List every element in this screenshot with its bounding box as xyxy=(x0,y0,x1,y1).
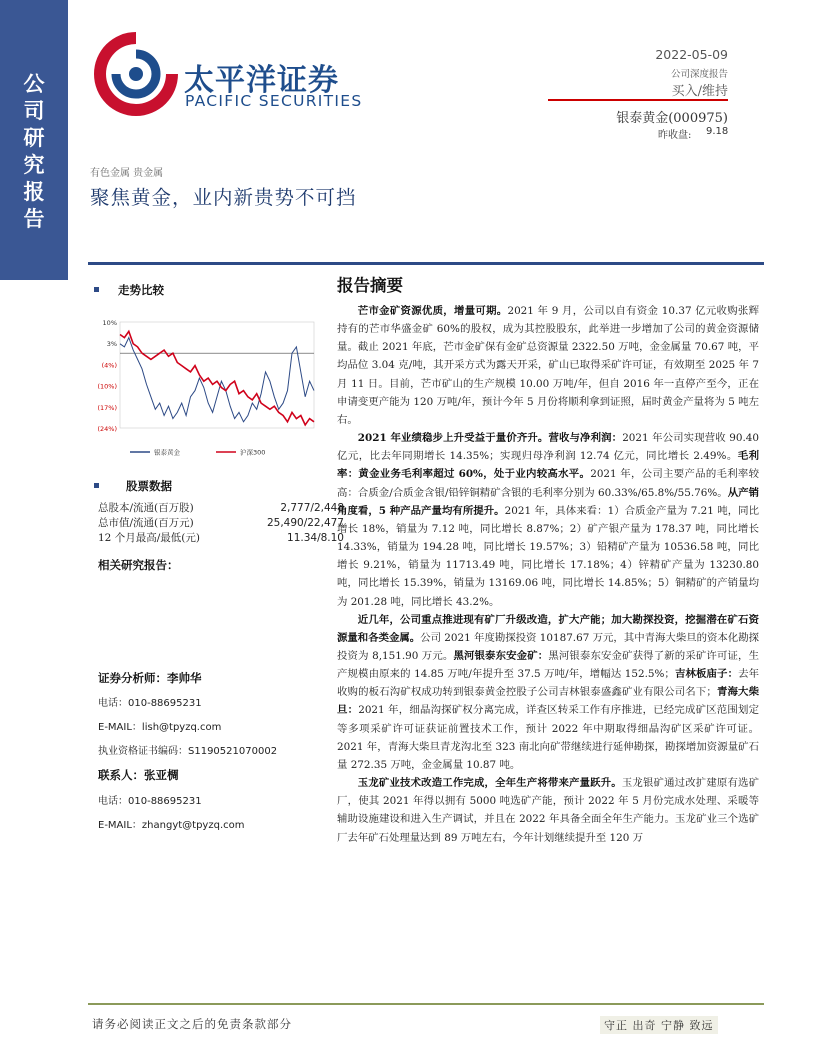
y-tick-label: (10%) xyxy=(97,382,117,391)
y-tick-label: (24%) xyxy=(97,425,117,433)
close-value: 9.18 xyxy=(706,126,729,137)
y-tick-label: 10% xyxy=(102,319,117,327)
bullet-icon xyxy=(94,483,99,488)
side-tab xyxy=(0,0,68,280)
stock-data-table xyxy=(98,500,344,545)
bullet-icon xyxy=(94,287,99,292)
header-divider xyxy=(548,99,728,101)
related-reports-heading: 相关研究报告： xyxy=(98,558,179,572)
trend-chart xyxy=(92,316,322,466)
table-cell-label: 总市值/流通(百万元) xyxy=(98,517,194,529)
analyst-phone: 电话：010-88695231 xyxy=(98,698,202,709)
page-title: 聚焦黄金，业内新贵势不可挡 xyxy=(90,186,357,209)
sector-tag: 有色金属 贵金属 xyxy=(90,168,164,179)
plot-frame xyxy=(120,322,314,428)
rating: 买入/维持 xyxy=(671,84,728,99)
table-cell-label: 总股本/流通(百万股) xyxy=(98,502,194,514)
table-cell-value: 25,490/22,477 xyxy=(266,516,344,529)
table-cell-value: 2,777/2,448 xyxy=(280,501,344,514)
trend-heading: 走势比较 xyxy=(118,283,164,297)
footer-disclaimer: 请务必阅读正文之后的免责条款部分 xyxy=(92,1017,292,1031)
footer-divider xyxy=(88,1003,764,1005)
series-line xyxy=(120,338,314,422)
y-tick-label: (4%) xyxy=(101,361,117,370)
analyst-cert: 执业资格证书编码：S1190521070002 xyxy=(98,746,278,757)
y-tick-label: 3% xyxy=(106,340,117,349)
paragraph: 芒市金矿资源优质，增量可期。2021 年 9 月，公司以自有资金 10.37 亿元收购张辉持有的芒市华盛金矿 60%的股权，成为其控股股东，此举进一步增加了公司的黄金资源储量。截止 2021 年底，芒市金矿保有金矿总资源量 2322.50 万吨，金金属量 70.67 吨，平均品位 3.04 克/吨，其开采方式为露天开采，矿山已取得采矿许可证，有效期至 2025 年 7 月 11 日。目前，芒市矿山的生产规模 10.00 万吨/年，但自 2016 年一直停产至今，正在申请变更产能为 120 万吨/年，预计今年 5 月份将顺利拿到证照，届时黄金产量将为 5 吨左右。 xyxy=(337,305,759,426)
table-row xyxy=(98,500,344,515)
contact-phone: 电话：010-88695231 xyxy=(98,796,202,807)
title-divider xyxy=(88,262,764,265)
paragraph: 玉龙矿业技术改造工作完成，全年生产将带来产量跃升。玉龙银矿通过改扩建原有选矿厂，使其 2021 年得以拥有 5000 吨选矿产能，预计 2022 年 5 月份完成水处理、采暖等辅助设施建设和进入生产调试，并且在 2022 年具备全面全年生产能力。玉龙矿业三个选矿厂去年矿石处理量达到 89 万吨左右，今年计划继续提升至 120 万 xyxy=(337,777,759,844)
y-tick-label: (17%) xyxy=(97,403,117,412)
contact-email: E-MAIL：zhangyt@tpyzq.com xyxy=(98,820,245,831)
analyst-email: E-MAIL：lish@tpyzq.com xyxy=(98,722,222,733)
analyst-name: 证券分析师：李帅华 xyxy=(98,671,202,685)
report-type: 公司深度报告 xyxy=(670,69,728,80)
report-date: 2022-05-09 xyxy=(655,47,728,62)
brand-name-cn: 太平洋证券 xyxy=(184,63,339,98)
close-label: 昨收盘: xyxy=(658,130,692,141)
abstract-title: 报告摘要 xyxy=(337,276,403,295)
paragraph: 2021 年业绩稳步上升受益于量价齐升。营收与净利润：2021 年公司实现营收 90.40 亿元，比去年同期增长 14.35%；实现归母净利润 12.74 亿元，同比增长 2.49%。毛利率：黄金业务毛利率超过 60%，处于业内较高水平。2021 年，公司主要产品的毛利率较高：合质金/合质金含银/铅锌铜精矿含银的毛利率分别为 60.33%/65.8%/55.76%。从产销角度看，5 种产品产量均有所提升。2021 年，具体来看：1）合质金产量为 7.21 吨，同比增长 18%，销量为 7.12 吨，同比增长 8.87%；2）矿产银产量为 178.37 吨，同比增长 14.33%，销量为 194.28 吨，同比增长 19.57%；3）铅精矿产量为 10536.58 吨，同比增长 9.21%，销量为 11713.49 吨，同比增长 17.18%；4）锌精矿产量为 13230.80 吨，同比增长 15.39%，销量为 13169.06 吨，同比增长 14.85%；5）铜精矿的产销量均为 201.28 吨，同比增长 43.2%。 xyxy=(337,432,760,608)
stock-data-heading: 股票数据 xyxy=(126,479,172,493)
table-row xyxy=(98,515,344,530)
pacific-logo-icon xyxy=(90,28,182,120)
abstract-body xyxy=(337,302,759,847)
footer-motto: 守正 出奇 宁静 致远 xyxy=(600,1016,718,1034)
table-cell-label: 12 个月最高/最低(元) xyxy=(98,532,200,544)
legend-label: 银泰黄金 xyxy=(154,448,180,457)
series-line xyxy=(120,331,314,425)
legend-label: 沪深300 xyxy=(240,448,266,457)
table-row xyxy=(98,530,344,545)
stock-name: 银泰黄金(000975) xyxy=(616,111,728,126)
table-cell-value: 11.34/8.10 xyxy=(287,531,344,544)
side-tab-label: 公司研究报告 xyxy=(23,71,45,231)
brand-name-en: PACIFIC SECURITIES xyxy=(185,92,363,110)
paragraph: 近几年，公司重点推进现有矿厂升级改造，扩大产能；加大勘探投资，挖掘潜在矿石资源量和各类金属。公司 2021 年度勘探投资 10187.67 万元，其中青海大柴旦的资本化勘探投资为 8,151.90 万元。黑河银泰东安金矿：黑河银泰东安金矿获得了新的采矿许可证，生产规模由原来的 14.85 万吨/年提升至 37.5 万吨/年，增幅达 152.5%；吉林板庙子：去年收购的板石沟矿权成功转到银泰黄金控股子公司吉林银泰盛鑫矿业有限公司名下；青海大柴旦：2021 年，细晶沟探矿权分离完成，详查区转采工作有序推进，已经完成矿区范围划定等多项采矿许可证获证前置技术工作，预计 2022 年中期取得细晶沟矿区采矿许可证。2021 年，青海大柴旦青龙沟北至 323 南北向矿带继续进行延伸勘探，勘探增加资源量矿石量 272.35 万吨，金金属量 10.87 吨。 xyxy=(337,613,760,771)
contact-name: 联系人：张亚椆 xyxy=(98,768,179,782)
